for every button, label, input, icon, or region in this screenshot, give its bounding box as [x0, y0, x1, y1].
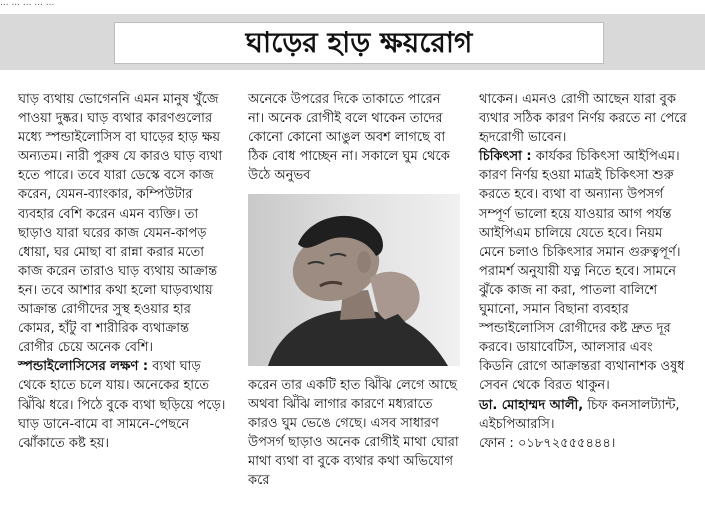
- symptoms-text: ব্যথা ঘাড় থেকে হাতে চলে যায়। অনেকের হাতে ঝিঁঝি ধরে। পিঠে বুকে ব্যথা ছড়িয়ে পড়ে। ঘাড় ডানে-বামে বা সামনে-পেছনে ঝোঁকাতে কষ্ট হয়।: [18, 359, 226, 451]
- symptoms-paragraph: [18, 357, 228, 452]
- article-column-1: [18, 90, 228, 453]
- neck-pain-photo: [248, 194, 460, 366]
- author-line: [479, 396, 689, 434]
- author-title: চিফ কনসালট্যান্ট, এইচপিআরসি।: [479, 397, 680, 432]
- article-column-2-bottom: [248, 376, 460, 491]
- article-column-3: [479, 90, 689, 453]
- intro-paragraph: ঘাড় ব্যথায় ভোগেননি এমন মানুষ খুঁজে পাওয়া দুষ্কর। ঘাড় ব্যথার কারণগুলোর মধ্যে স্পন্ডাইলোসিস বা ঘাড়ের হাড় ক্ষয় অন্যতম। নারী পুরুষ যে কারও ঘাড় ব্যথা হতে পারে। তবে যারা ডেস্কে বসে কাজ করেন, যেমন-ব্যাংকার, কম্পিউটার ব্যবহার বেশি করেন এমন ব্যক্তি। তা ছাড়াও যারা ঘরের কাজ যেমন-কাপড় ধোয়া, ঘর মোছা বা রান্না করার মতো কাজ করেন তারাও ঘাড় ব্যথায় আক্রান্ত হন। তবে আশার কথা হলো ঘাড়ব্যথায় আক্রান্ত রোগীদের সুস্থ হওয়ার হার কোমর, হাঁটু বা শারীরিক ব্যথাক্রান্ত রোগীর চেয়ে অনেক বেশি।: [18, 92, 223, 356]
- article-column-2-top: [248, 90, 460, 185]
- symptoms-heading: স্পন্ডাইলোসিসের লক্ষণ :: [18, 359, 149, 375]
- column-3-intro: থাকেন। এমনও রোগী আছেন যারা বুক ব্যথার সঠিক কারণ নির্ণয় করতে না পেরে হৃদরোগী ভাবেন।: [479, 92, 687, 146]
- headline: ঘাড়ের হাড় ক্ষয়রোগ: [114, 22, 604, 64]
- phone-number: ফোন : ০১৮৭২৫৫৫৪৪৪।: [479, 435, 616, 451]
- author-name: ডা. মোহাম্মদ আলী,: [479, 397, 584, 413]
- column-2-top-text: অনেকে উপরের দিকে তাকাতে পারেন না। অনেক রোগীই বলে থাকেন তাদের কোনো কোনো আঙুল অবশ লাগছে বা ঠিক বোধ পাচ্ছেন না। সকালে ঘুম থেকে উঠে অনুভব: [248, 92, 450, 184]
- column-2-bottom-text: করেন তার একটি হাত ঝিঁঝি লেগে আছে অথবা ঝিঁঝি লাগার কারণে মধ্যরাতে কারও ঘুম ভেঙে গেছে। এসব সাধারণ উপসর্গ ছাড়াও অনেক রোগীই মাথা ঘোরা মাথা ব্যথা বা বুকে ব্যথার কথা অভিযোগ করে: [248, 378, 459, 489]
- treatment-heading: চিকিৎসা :: [479, 149, 532, 165]
- treatment-paragraph: [479, 147, 689, 395]
- treatment-text: কার্যকর চিকিৎসা আইপিএম। কারণ নির্ণয় হওয়া মাত্রই চিকিৎসা শুরু করতে হবে। ব্যথা বা অন্যান্য উপসর্গ সম্পূর্ণ ভালো হয়ে যাওয়ার আগ পর্যন্ত আইপিএম চালিয়ে যেতে হবে। নিয়ম মেনে চলাও চিকিৎসার সমান গুরুত্বপূর্ণ। পরামর্শ অনুযায়ী যত্ন নিতে হবে। সামনে ঝুঁকে কাজ না করা, পাতলা বালিশে ঘুমানো, সমান বিছানা ব্যবহার স্পন্ডাইলোসিস রোগীদের কষ্ট দ্রুত দূর করবে। ডায়াবেটিস, আলসার এবং কিডনি রোগে আক্রান্তরা ব্যথানাশক ওষুধ সেবন থেকে বিরত থাকুন।: [479, 149, 685, 394]
- top-strip-cut-text: ... ... ... ... ...: [0, 0, 55, 6]
